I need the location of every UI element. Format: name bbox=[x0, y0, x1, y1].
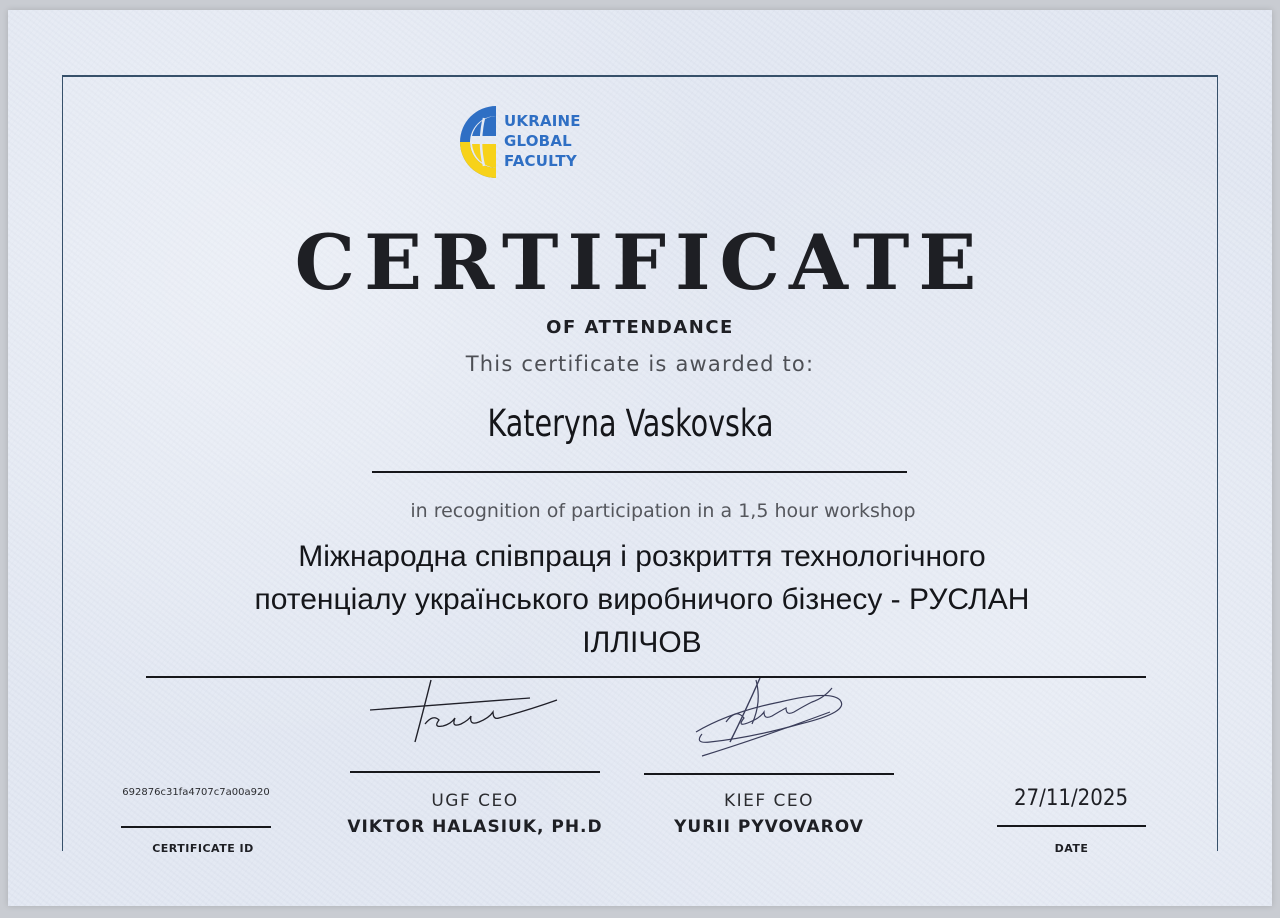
signature-line-ugf-ceo bbox=[350, 771, 600, 773]
signature-kief-ceo bbox=[690, 672, 860, 762]
workshop-divider bbox=[146, 676, 1146, 678]
recipient-underline bbox=[372, 471, 907, 473]
logo-wordmark: UKRAINE GLOBAL FACULTY bbox=[504, 112, 581, 170]
certificate-id-label: CERTIFICATE ID bbox=[152, 842, 254, 855]
signer-name-ugf: VIKTOR HALASIUK, PH.D bbox=[347, 817, 603, 837]
workshop-title bbox=[150, 535, 1134, 664]
recipient-name: Kateryna Vaskovska bbox=[487, 402, 774, 445]
awarded-to-text: This certificate is awarded to: bbox=[465, 352, 815, 376]
date-line bbox=[997, 825, 1146, 827]
certificate-title: CERTIFICATE bbox=[294, 218, 986, 307]
signature-ugf-ceo bbox=[365, 676, 585, 748]
globe-icon bbox=[456, 102, 500, 182]
workshop-title-line-2: потенціалу українського виробничого бізнесу - РУСЛАН bbox=[254, 583, 1030, 616]
workshop-title-line-1: Міжнародна співпраця і розкриття технологічного bbox=[298, 540, 986, 573]
certificate-subtitle: OF ATTENDANCE bbox=[546, 317, 734, 338]
signer-role-kief: KIEF CEO bbox=[723, 791, 815, 811]
workshop-title-line-3: ІЛЛІЧОВ bbox=[582, 626, 702, 659]
signer-name-kief: YURII PYVOVAROV bbox=[674, 817, 864, 837]
date-value: 27/11/2025 bbox=[1013, 786, 1129, 811]
signer-role-ugf: UGF CEO bbox=[431, 791, 519, 811]
certificate-frame bbox=[62, 75, 1218, 851]
signature-line-kief-ceo bbox=[644, 773, 894, 775]
recognition-text: in recognition of participation in a 1,5 hour workshop bbox=[410, 500, 916, 522]
date-label: DATE bbox=[1054, 842, 1089, 855]
certificate-id-line bbox=[121, 826, 271, 828]
certificate-id-value: 692876c31fa4707c7a00a920 bbox=[122, 787, 270, 798]
ukraine-global-faculty-logo bbox=[456, 102, 596, 182]
